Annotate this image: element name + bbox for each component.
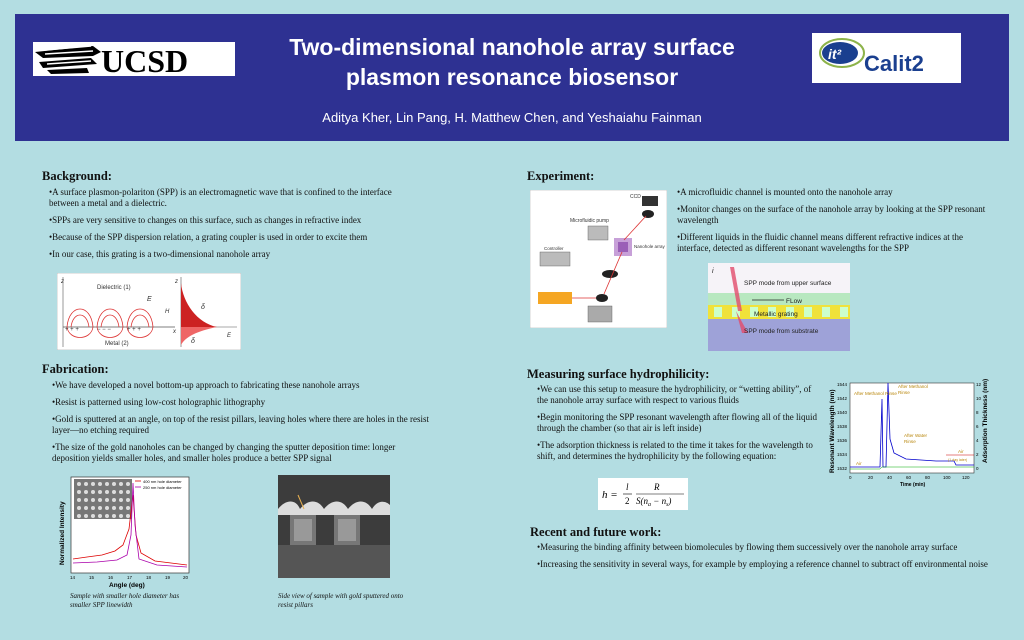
y-tick-right: 6	[976, 424, 979, 429]
recent-work-heading: Recent and future work:	[530, 525, 662, 539]
y-tick-right: 12	[976, 382, 982, 387]
experimental-setup-diagram	[530, 190, 667, 328]
annot-rinse-c: Rinse	[904, 439, 916, 444]
substrate-mode-label: SPP mode from substrate	[744, 328, 819, 335]
authors: Aditya Kher, Lin Pang, H. Matthew Chen, and Yeshaiahu Fainman	[322, 110, 702, 125]
grating-label: Metallic grating	[754, 311, 798, 318]
y-tick-left: 1532	[837, 466, 848, 471]
svg-text:+ + +: + + +	[65, 327, 79, 333]
y-tick-left: 1536	[837, 438, 848, 443]
background-bullet: •In our case, this grating is a two-dimensional nanohole array	[49, 249, 271, 259]
calit2-logo	[812, 33, 961, 83]
svg-text:i: i	[712, 268, 714, 275]
recent-work-bullet: •Measuring the binding affinity between biomolecules by flowing them successively over the nanohole array surface	[537, 542, 958, 552]
ccd-label: CCD	[630, 194, 641, 200]
x-tick: 16	[108, 575, 114, 580]
x-axis-label: x	[173, 329, 176, 335]
hydrophilicity-heading: Measuring surface hydrophilicity:	[527, 367, 710, 381]
eq-sub-s: s	[666, 502, 669, 508]
fabrication-bullet: •Resist is patterned using low-cost holographic lithography	[52, 397, 266, 407]
annot-one-day: (1 day later)	[948, 458, 968, 462]
title-banner	[15, 14, 1009, 141]
annot-rinse-b: Rinse	[898, 390, 910, 395]
spp-mode-diagram	[708, 263, 850, 351]
recent-work-bullet: •Increasing the sensitivity in several ways, for example by employing a reference channel to subtract off environmental noise	[537, 559, 988, 569]
fabrication-bullet: •The size of the gold nanoholes can be changed by changing the sputter deposition time: longer deposition yields smaller holes, and smaller holes produce a better SPP signal	[52, 442, 396, 463]
hydrophilicity-bullet: •The adsorption thickness is related to the time it takes for the wavelength to shift, and determines the hydrophilicity by the following equation:	[537, 440, 813, 461]
adsorption-chart	[826, 379, 992, 487]
eq-sub-a: a	[648, 502, 651, 508]
background-bullet: •Because of the SPP dispersion relation, a grating coupler is used in order to excite them	[49, 232, 368, 242]
background-bullet: •A surface plasmon-polariton (SPP) is an electromagnetic wave that is confined to the interface between a metal and a dielectric.	[49, 187, 392, 208]
thickness-equation	[598, 478, 688, 510]
delta-d-label: δ	[201, 304, 205, 311]
ez-label: E	[227, 333, 232, 339]
poster-title	[215, 32, 809, 92]
pump-label: Microfluidic pump	[570, 218, 609, 224]
background-heading: Background:	[42, 169, 112, 183]
experiment-bullet: •A microfluidic channel is mounted onto the nanohole array	[677, 187, 893, 197]
svg-text:+ + +: + + +	[127, 327, 141, 333]
h-field-label: H	[165, 309, 170, 315]
legend-entry-250nm: 250 nm hole diameter	[143, 485, 182, 490]
fabrication-bullet: •We have developed a novel bottom-up approach to fabricating these nanohole arrays	[52, 380, 360, 390]
experiment-bullet: •Monitor changes on the surface of the nanohole array by looking at the SPP resonant wavelength	[677, 204, 986, 225]
x-tick: 40	[887, 475, 893, 480]
y-tick-right: 8	[976, 410, 979, 415]
fabrication-heading: Fabrication:	[42, 362, 109, 376]
annot-air-left: Air	[856, 461, 862, 466]
calit2-logo-text: Calit2	[864, 51, 924, 76]
eq-two: 2	[625, 496, 630, 506]
plot-caption: Sample with smaller hole diameter has smaller SPP linewidth	[70, 592, 180, 609]
y-tick-left: 1540	[837, 410, 848, 415]
upper-mode-label: SPP mode from upper surface	[744, 280, 832, 287]
x-tick: 18	[146, 575, 152, 580]
eq-l: l	[626, 482, 629, 492]
x-tick: 0	[849, 475, 852, 480]
y-tick-right: 10	[976, 396, 982, 401]
e-field-label: E	[147, 296, 152, 303]
x-tick: 100	[943, 475, 951, 480]
x-tick: 20	[183, 575, 189, 580]
fabrication-bullets	[52, 380, 432, 470]
fabrication-bullet: •Gold is sputtered at an angle, on top of the resist pillars, leaving holes where there are holes in the resist layer—no etching required	[52, 414, 430, 435]
svg-text:S(na − ns)	[636, 496, 671, 508]
spp-field-diagram	[57, 273, 241, 350]
y-tick-left: 1544	[837, 382, 848, 387]
experiment-bullets	[677, 187, 989, 260]
delta-m-label: δ	[191, 338, 195, 345]
sem-caption: Side view of sample with gold sputtered onto resist pillars	[278, 592, 404, 609]
title-line-1: Two-dimensional nanohole array surface	[289, 34, 735, 60]
svg-text:− − −: − − −	[97, 327, 111, 333]
experiment-heading: Experiment:	[527, 169, 595, 183]
chart-ylabel-left: Resonant Wavelength (nm)	[829, 389, 836, 473]
hydrophilicity-bullet: •Begin monitoring the SPP resonant wavelength after flowing all of the liquid through the chamber (so that air is left inside)	[537, 412, 818, 433]
x-tick: 120	[962, 475, 970, 480]
ucsd-logo-text: UCSD	[101, 43, 189, 76]
y-tick-right: 4	[976, 438, 979, 443]
annot-after-methanol-a: After Methanol Rinse	[854, 391, 897, 396]
title-line-2: plasmon resonance biosensor	[345, 64, 679, 90]
y-tick-left: 1538	[837, 424, 848, 429]
controller-label: Controller	[544, 246, 564, 251]
sem-side-view-image	[278, 475, 390, 578]
recent-work-bullets	[537, 542, 1024, 576]
annot-after-water: After Water	[904, 433, 928, 438]
metal-label: Metal (2)	[105, 341, 129, 347]
ucsd-logo	[33, 42, 235, 76]
x-tick: 80	[925, 475, 931, 480]
x-tick: 19	[165, 575, 171, 580]
chart-xlabel: Time (min)	[900, 482, 926, 487]
z-axis-label: z	[61, 279, 64, 285]
background-bullet: •SPPs are very sensitive to changes on this surface, such as changes in refractive index	[49, 215, 362, 225]
y-tick-right: 2	[976, 452, 979, 457]
y-tick-left: 1534	[837, 452, 848, 457]
svg-text:z: z	[175, 279, 178, 285]
chart-ylabel-right: Adsorption Thickness (nm)	[982, 379, 989, 463]
y-tick-left: 1542	[837, 396, 848, 401]
background-bullets	[49, 187, 419, 266]
plot-ylabel: Normalized Intensity	[59, 501, 66, 565]
annot-after-methanol-b: After Methanol	[898, 384, 928, 389]
spp-linewidth-plot	[57, 475, 192, 590]
experiment-bullet: •Different liquids in the fluidic channel means different refractive indices at the interface, detected as different resonant wavelengths for the SPP	[677, 232, 963, 253]
x-tick: 17	[127, 575, 133, 580]
it2-badge-text: it²	[828, 46, 842, 62]
x-tick: 60	[906, 475, 912, 480]
legend-entry-400nm: 400 nm hole diameter	[143, 479, 182, 484]
hydrophilicity-bullet: •We can use this setup to measure the hydrophilicity, or “wetting ability”, of the nanohole array surface with respect to various fluids	[537, 384, 812, 405]
annot-air-right: Air	[958, 449, 964, 454]
x-tick: 20	[868, 475, 874, 480]
flow-label: FLow	[786, 298, 802, 305]
x-tick: 15	[89, 575, 95, 580]
eq-minus: − n	[651, 496, 667, 506]
eq-lhs: h =	[602, 489, 618, 501]
nanohole-label: Nanohole array	[634, 244, 665, 249]
eq-denom: S(n	[636, 496, 648, 506]
eq-R: R	[654, 482, 660, 492]
plot-xlabel: Angle (deg)	[109, 582, 145, 589]
hydrophilicity-bullets	[537, 384, 822, 468]
dielectric-label: Dielectric (1)	[97, 285, 131, 291]
x-tick: 14	[70, 575, 76, 580]
y-tick-right: 0	[976, 466, 979, 471]
eq-close: )	[668, 496, 672, 506]
